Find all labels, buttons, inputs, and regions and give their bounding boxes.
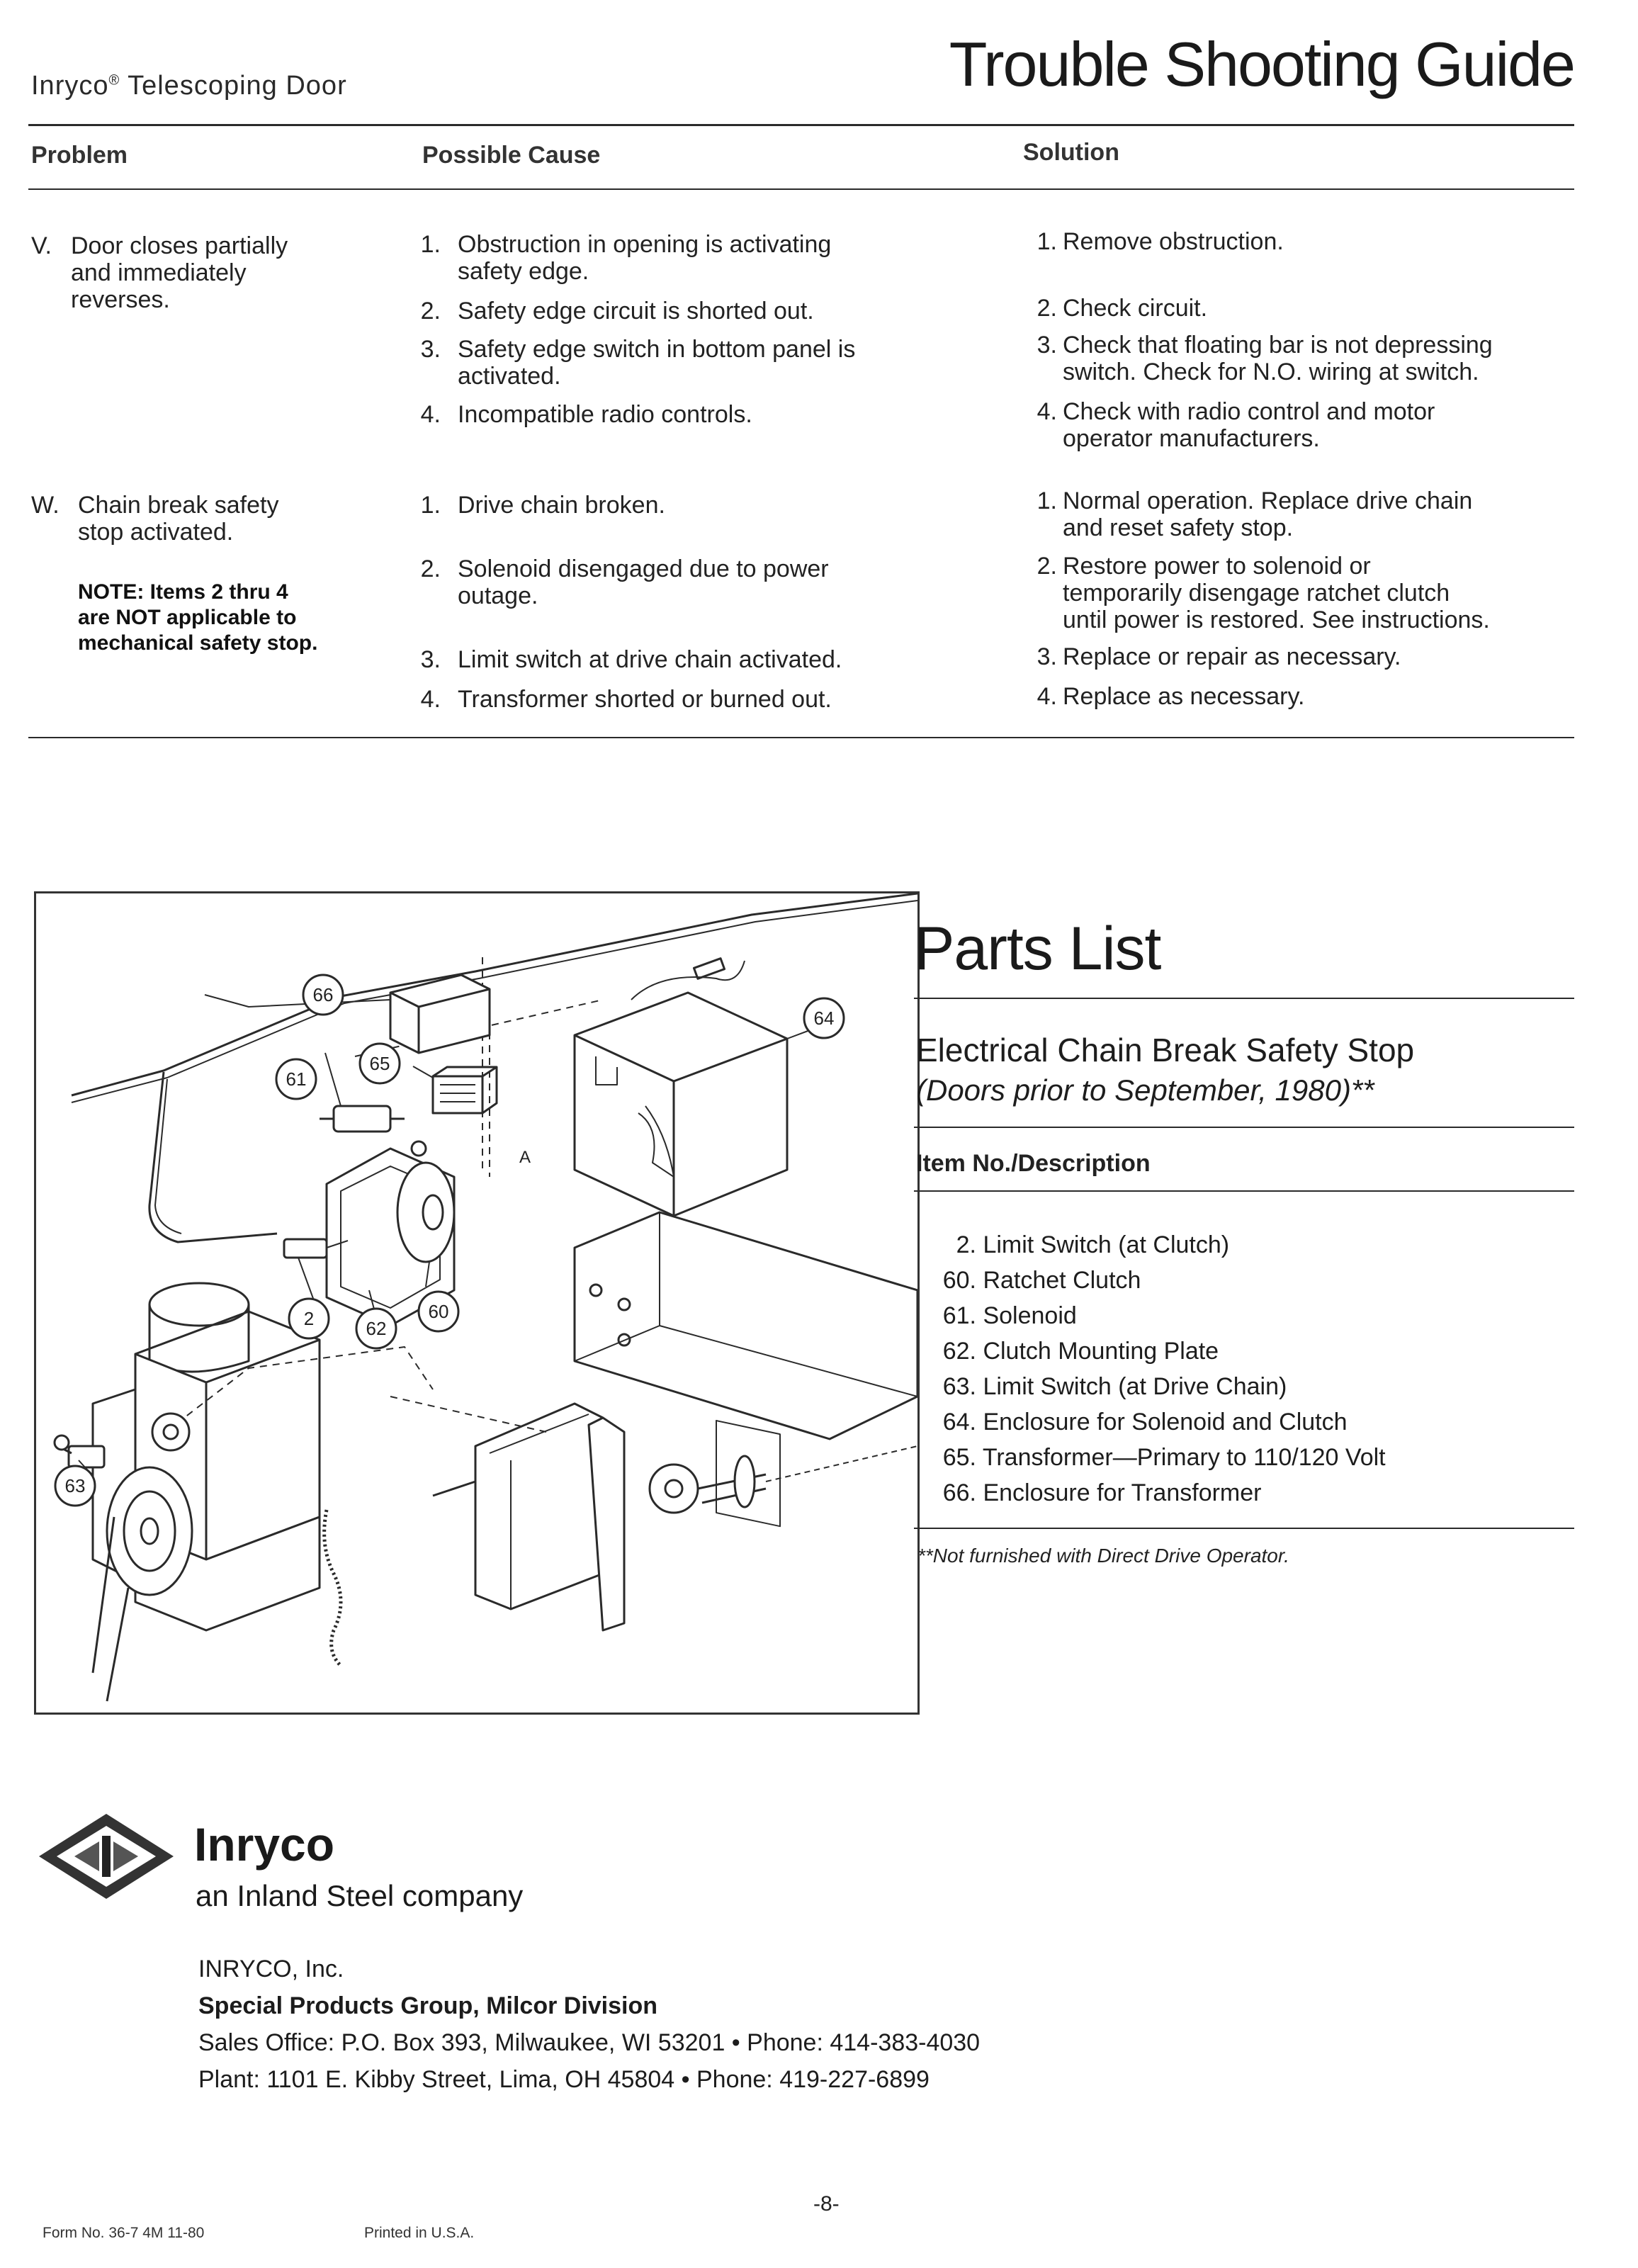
product-name: Telescoping Door	[128, 71, 347, 101]
solution-item: Normal operation. Replace drive chain and reset safety stop.	[1063, 487, 1473, 541]
product-label	[31, 71, 347, 101]
solution-number: 1.	[1037, 487, 1057, 514]
problem-w: Chain break safety stop activated.	[78, 492, 279, 546]
solution-number: 4.	[1037, 683, 1057, 710]
parts-column-heading: Item No./Description	[916, 1150, 1151, 1177]
company-tagline: an Inland Steel company	[196, 1879, 524, 1912]
parts-sub-rule	[914, 1127, 1574, 1128]
part-item: 65. Transformer—Primary to 110/120 Volt	[942, 1444, 1386, 1471]
page-title: Trouble Shooting Guide	[949, 29, 1574, 99]
solution-item: Replace or repair as necessary.	[1063, 643, 1401, 670]
parts-list-title: Parts List	[914, 915, 1161, 983]
callout-63: 63	[64, 1475, 86, 1496]
parts-subtitle-date: (Doors prior to September, 1980)**	[916, 1073, 1374, 1107]
sales-office: Sales Office: P.O. Box 393, Milwaukee, WI 53201 • Phone: 414-383-4030	[198, 2029, 981, 2056]
solution-item: Check circuit.	[1063, 295, 1208, 322]
parts-diagram	[34, 891, 920, 1715]
cause-number: 2.	[420, 298, 441, 325]
company-division: Special Products Group, Milcor Division	[198, 1992, 658, 2019]
cause-number: 1.	[420, 492, 441, 519]
section-rule	[28, 737, 1574, 738]
printed-in: Printed in U.S.A.	[364, 2225, 475, 2241]
cause-item: Transformer shorted or burned out.	[458, 686, 832, 713]
registered-mark: ®	[108, 72, 120, 89]
solution-item: Restore power to solenoid or temporarily disengage ratchet clutch until power is restored. See instructions.	[1063, 553, 1490, 633]
cause-number: 4.	[420, 686, 441, 713]
note: NOTE: Items 2 thru 4 are NOT applicable to mechanical safety stop.	[78, 580, 318, 655]
cause-number: 4.	[420, 401, 441, 428]
part-item: 2. Limit Switch (at Clutch)	[956, 1231, 1230, 1258]
solution-number: 2.	[1037, 295, 1057, 322]
part-item: 66. Enclosure for Transformer	[942, 1479, 1262, 1506]
solution-number: 1.	[1037, 228, 1057, 255]
parts-head-rule	[914, 1190, 1574, 1192]
part-item: 63. Limit Switch (at Drive Chain)	[942, 1373, 1287, 1400]
company-name: INRYCO, Inc.	[198, 1956, 344, 1982]
solution-number: 3.	[1037, 332, 1057, 359]
callout-64: 64	[813, 1008, 835, 1029]
part-item: 61. Solenoid	[942, 1302, 1077, 1329]
callout-60: 60	[428, 1301, 449, 1322]
part-item: 60. Ratchet Clutch	[942, 1267, 1141, 1294]
parts-bottom-rule	[914, 1528, 1574, 1529]
column-cause: Possible Cause	[422, 142, 601, 169]
cause-item: Obstruction in opening is activating safety edge.	[458, 231, 832, 285]
column-problem: Problem	[31, 142, 128, 169]
inryco-logo-icon	[35, 1810, 177, 1902]
column-solution: Solution	[1023, 139, 1119, 166]
solution-item: Check that floating bar is not depressing switch. Check for N.O. wiring at switch.	[1063, 332, 1493, 385]
solution-number: 4.	[1037, 398, 1057, 425]
cause-item: Safety edge switch in bottom panel is activated.	[458, 336, 856, 390]
brand-name: Inryco	[31, 71, 109, 101]
cause-number: 2.	[420, 555, 441, 582]
cause-number: 1.	[420, 231, 441, 258]
problem-v: Door closes partially and immediately reverses.	[71, 232, 288, 313]
cause-item: Incompatible radio controls.	[458, 401, 752, 428]
column-rule	[28, 188, 1574, 190]
cause-number: 3.	[420, 646, 441, 673]
parts-title-rule	[914, 998, 1574, 999]
callout-61: 61	[286, 1068, 307, 1090]
solution-item: Remove obstruction.	[1063, 228, 1284, 255]
marker-a: A	[519, 1148, 531, 1167]
cause-item: Solenoid disengaged due to power outage.	[458, 555, 829, 609]
solution-item: Replace as necessary.	[1063, 683, 1305, 710]
solution-number: 2.	[1037, 553, 1057, 580]
callout-62: 62	[366, 1318, 387, 1339]
header-rule	[28, 124, 1574, 126]
exploded-view-illustration	[36, 893, 917, 1713]
solution-number: 3.	[1037, 643, 1057, 670]
callout-65: 65	[369, 1053, 390, 1074]
problem-letter-v: V.	[31, 232, 52, 259]
company-brand: Inryco	[194, 1818, 335, 1871]
callout-2: 2	[303, 1308, 315, 1329]
form-number: Form No. 36-7 4M 11-80	[43, 2225, 205, 2241]
parts-footnote: **Not furnished with Direct Drive Operator.	[917, 1545, 1289, 1567]
part-item: 62. Clutch Mounting Plate	[942, 1338, 1219, 1365]
plant-address: Plant: 1101 E. Kibby Street, Lima, OH 45804 • Phone: 419-227-6899	[198, 2066, 930, 2093]
cause-number: 3.	[420, 336, 441, 363]
parts-list	[914, 1231, 1386, 1515]
cause-item: Drive chain broken.	[458, 492, 665, 519]
part-item: 64. Enclosure for Solenoid and Clutch	[942, 1409, 1348, 1435]
problem-letter-w: W.	[31, 492, 60, 519]
cause-item: Limit switch at drive chain activated.	[458, 646, 842, 673]
parts-subtitle: Electrical Chain Break Safety Stop	[916, 1032, 1415, 1068]
page-number: -8-	[813, 2192, 840, 2216]
cause-item: Safety edge circuit is shorted out.	[458, 298, 814, 325]
solution-item: Check with radio control and motor operator manufacturers.	[1063, 398, 1435, 452]
callout-66: 66	[312, 984, 334, 1005]
